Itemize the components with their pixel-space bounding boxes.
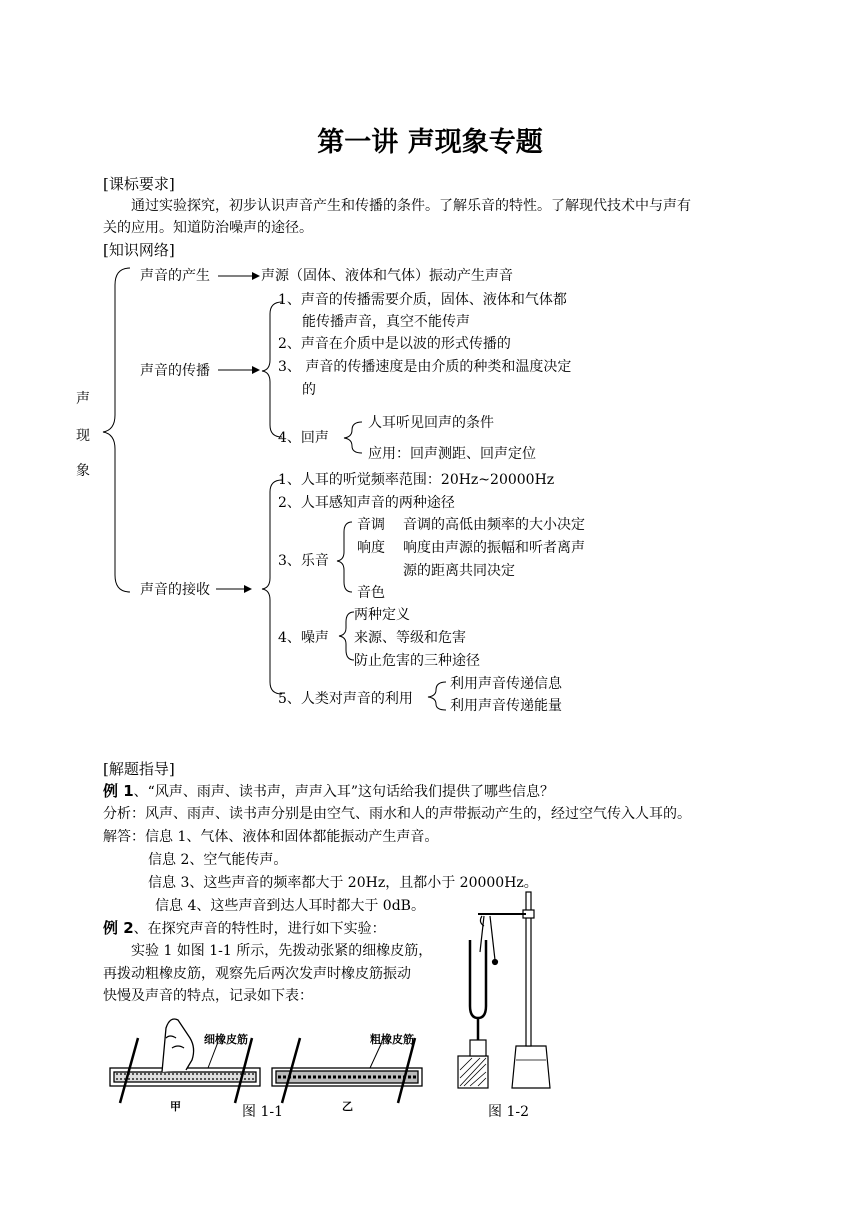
figure-1-2-caption: 图 1-2	[488, 1104, 529, 1120]
example-2-label: 例 2	[103, 919, 134, 937]
root-char-1: 声	[76, 391, 90, 407]
spread-item-1a: 1、声音的传播需要介质，固体、液体和气体都	[278, 292, 567, 308]
figure-1-1-caption: 图 1-1	[242, 1104, 283, 1120]
guide-heading: [解题指导]	[103, 760, 175, 778]
example-1	[103, 782, 554, 801]
pendulum-ball	[493, 960, 498, 965]
tuning-fork	[470, 940, 486, 1018]
node-produce-detail: 声源（固体、液体和气体）振动产生声音	[261, 268, 513, 284]
experiment-1-line2: 再拨动粗橡皮筋，观察先后两次发声时橡皮筋振动	[103, 966, 411, 982]
receive-item-1: 1、人耳的听觉频率范围：20Hz~20000Hz	[278, 472, 555, 488]
receive-item-2: 2、人耳感知声音的两种途径	[278, 495, 455, 511]
tone-pitch: 音调	[357, 517, 385, 533]
echo-item-1: 人耳听见回声的条件	[368, 415, 494, 431]
network-heading: [知识网络]	[103, 241, 175, 259]
label-thick-band: 粗橡皮筋	[370, 1033, 414, 1046]
receive-brace	[262, 480, 282, 694]
spread-item-3a: 3、 声音的传播速度是由介质的种类和温度决定	[278, 359, 572, 375]
spread-item-4: 4、回声	[278, 430, 329, 446]
answer-line-4: 信息 4、这些声音到达人耳时都大于 0dB。	[155, 898, 425, 914]
receive-item-3: 3、乐音	[278, 553, 329, 569]
example-1-text: 、“风声、雨声、读书声，声声入耳”这句话给我们提供了哪些信息？	[133, 784, 554, 800]
answer-line-3: 信息 3、这些声音的频率都大于 20Hz，且都小于 20000Hz。	[148, 875, 538, 891]
spread-item-1b: 能传播声音，真空不能传声	[302, 314, 470, 330]
tone-brace	[337, 522, 352, 592]
node-receive: 声音的接收	[140, 582, 210, 598]
answer-line-1: 解答：信息 1、气体、液体和固体都能振动产生声音。	[103, 829, 439, 845]
root-char-2: 现	[76, 428, 90, 444]
root-brace	[103, 268, 130, 592]
noise-brace	[339, 612, 354, 660]
tone-pitch-detail: 音调的高低由频率的大小决定	[403, 517, 585, 533]
receive-item-4: 4、噪声	[278, 630, 329, 646]
noise-item-2: 来源、等级和危害	[354, 630, 466, 646]
arrowhead-produce	[252, 272, 260, 280]
standard-text-line2: 关的应用。知道防治噪声的途径。	[103, 220, 313, 236]
root-char-3: 象	[76, 463, 90, 479]
example-2-text: 、在探究声音的特性时，进行如下实验：	[133, 921, 386, 937]
echo-brace	[344, 422, 362, 453]
arrowhead-receive	[244, 585, 252, 593]
echo-item-2: 应用：回声测距、回声定位	[368, 446, 536, 462]
analysis-text: 分析：风声、雨声、读书声分别是由空气、雨水和人的声带振动产生的，经过空气传入人耳的。	[103, 806, 691, 822]
spread-item-3b: 的	[302, 382, 316, 398]
answer-line-2: 信息 2、空气能传声。	[148, 852, 288, 868]
experiment-1-line3: 快慢及声音的特点，记录如下表：	[103, 988, 313, 1004]
tone-loudness-detail-2: 源的距离共同决定	[403, 563, 515, 579]
label-jia: 甲	[170, 1100, 181, 1113]
stand-base	[512, 1046, 550, 1088]
noise-item-1: 两种定义	[354, 607, 410, 623]
example-2	[103, 919, 386, 938]
figure-1-2	[450, 888, 570, 1098]
tone-loudness-detail-1: 响度由声源的振幅和听者离声	[403, 540, 585, 556]
example-1-label: 例 1	[103, 782, 134, 800]
use-item-2: 利用声音传递能量	[450, 698, 562, 714]
standard-heading: [课标要求]	[103, 175, 175, 193]
arrowhead-spread	[252, 366, 260, 374]
label-yi: 乙	[342, 1100, 353, 1113]
noise-item-3: 防止危害的三种途径	[354, 653, 480, 669]
spread-item-2: 2、声音在介质中是以波的形式传播的	[278, 336, 511, 352]
node-produce: 声音的产生	[140, 268, 210, 284]
page-title: 第一讲 声现象专题	[317, 127, 543, 158]
tone-timbre: 音色	[357, 585, 385, 601]
use-item-1: 利用声音传递信息	[450, 676, 562, 692]
experiment-1-line1: 实验 1 如图 1-1 所示，先拨动张紧的细橡皮筋，	[131, 943, 433, 959]
use-brace	[428, 682, 446, 710]
node-spread: 声音的传播	[140, 363, 210, 379]
tone-loudness: 响度	[357, 540, 385, 556]
receive-item-5: 5、人类对声音的利用	[278, 691, 413, 707]
label-thin-band: 细橡皮筋	[204, 1033, 248, 1046]
standard-text-line1: 通过实验探究，初步认识声音产生和传播的条件。了解乐音的特性。了解现代技术中与声有	[131, 198, 691, 214]
